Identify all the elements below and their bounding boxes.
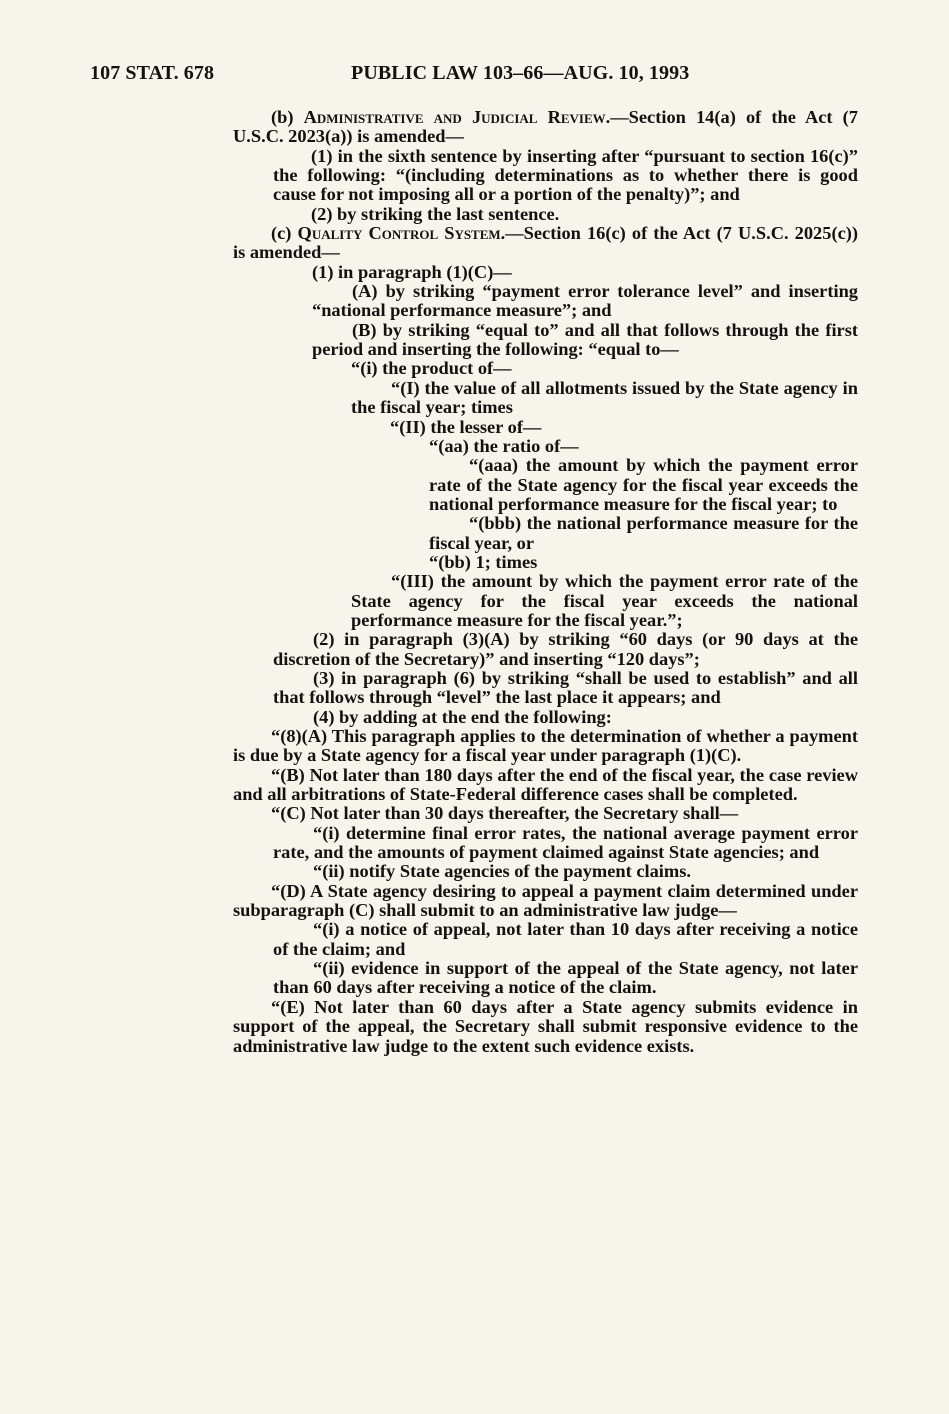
subsection-c-paragraph-4: (4) by adding at the end the following: (313, 706, 612, 727)
subsection-b-paragraph-1: (1) in the sixth sentence by inserting after “pursuant to section 16(c)” the following: “(including determinations as to whether there is good cause for not imposing all or a portion of the penalty)”; and (273, 145, 858, 205)
subsection-c-text: .—Section 16(c) of the Act (7 U.S.C. 2025(c)) is amended— (233, 223, 858, 263)
paragraph-8-D-i: “(i) a notice of appeal, not later than 10 days after receiving a notice of the claim; and (273, 919, 858, 959)
running-head: PUBLIC LAW 103–66—AUG. 10, 1993 (351, 62, 690, 84)
item-bb: “(bb) 1; times (429, 551, 538, 572)
subsection-c-label: (c) (271, 223, 298, 244)
subclause-III: “(III) the amount by which the payment error rate of the State agency for the fiscal year exceeds the national performance measure for the fiscal year.”; (351, 571, 858, 630)
subitem-aaa: “(aaa) the amount by which the payment error rate of the State agency for the fiscal year exceeds the national performance measure for the fiscal year; to (429, 455, 858, 514)
statute-page-number: 107 STAT. 678 (90, 62, 215, 84)
page-header (0, 62, 949, 88)
subsection-b-paragraph-2: (2) by striking the last sentence. (311, 203, 560, 224)
paragraph-8-A: “(8)(A) This paragraph applies to the determination of whether a payment is due by a State agency for a fiscal year under paragraph (1)(C). (233, 726, 858, 766)
subsection-c-paragraph-3: (3) in paragraph (6) by striking “shall be used to establish” and all that follows through “level” the last place it appears; and (273, 667, 858, 708)
paragraph-8-B: “(B) Not later than 180 days after the end of the fiscal year, the case review and all arbitrations of State-Federal difference cases shall be completed. (233, 764, 858, 805)
subparagraph-1-C-A: (A) by striking “payment error tolerance level” and inserting “national performance measure”; and (312, 281, 858, 321)
subclause-II: “(II) the lesser of— (390, 416, 542, 437)
clause-i-product: “(i) the product of— (351, 358, 512, 379)
subsection-b-text: .—Section 14(a) of the Act (7 U.S.C. 2023(a)) is amended— (233, 107, 858, 147)
statute-body (233, 108, 858, 1056)
subsection-c-paragraph-2: (2) in paragraph (3)(A) by striking “60 days (or 90 days at the discretion of the Secretary)” and inserting “120 days”; (273, 629, 858, 669)
paragraph-8-C: “(C) Not later than 30 days thereafter, the Secretary shall— (271, 803, 739, 824)
paragraph-8-C-ii: “(ii) notify State agencies of the payment claims. (313, 861, 691, 882)
subsection-c-heading: Quality Control System (297, 223, 501, 244)
subsection-c (233, 224, 858, 263)
subitem-bbb: “(bbb) the national performance measure for the fiscal year, or (429, 513, 858, 553)
paragraph-8-D-ii: “(ii) evidence in support of the appeal of the State agency, not later than 60 days after receiving a notice of the claim. (273, 958, 858, 998)
item-aa: “(aa) the ratio of— (429, 435, 579, 456)
paragraph-8-C-i: “(i) determine final error rates, the national average payment error rate, and the amounts of payment claimed against State agencies; and (273, 822, 858, 863)
subsection-b (233, 108, 858, 147)
subsection-b-heading: Administrative and Judicial Review (303, 107, 606, 127)
paragraph-8-E: “(E) Not later than 60 days after a State agency submits evidence in support of the appeal, the Secretary shall submit responsive evidence to the administrative law judge to the extent such evidence exists. (233, 996, 858, 1056)
subsection-c-paragraph-1: (1) in paragraph (1)(C)— (312, 261, 512, 282)
subsection-b-label: (b) (271, 107, 304, 127)
subparagraph-1-C-B: (B) by striking “equal to” and all that follows through the first period and inserting the following: “equal to— (312, 319, 858, 360)
subclause-I: “(I) the value of all allotments issued by the State agency in the fiscal year; times (351, 377, 858, 418)
paragraph-8-D: “(D) A State agency desiring to appeal a payment claim determined under subparagraph (C) shall submit to an administrative law judge— (233, 880, 858, 921)
